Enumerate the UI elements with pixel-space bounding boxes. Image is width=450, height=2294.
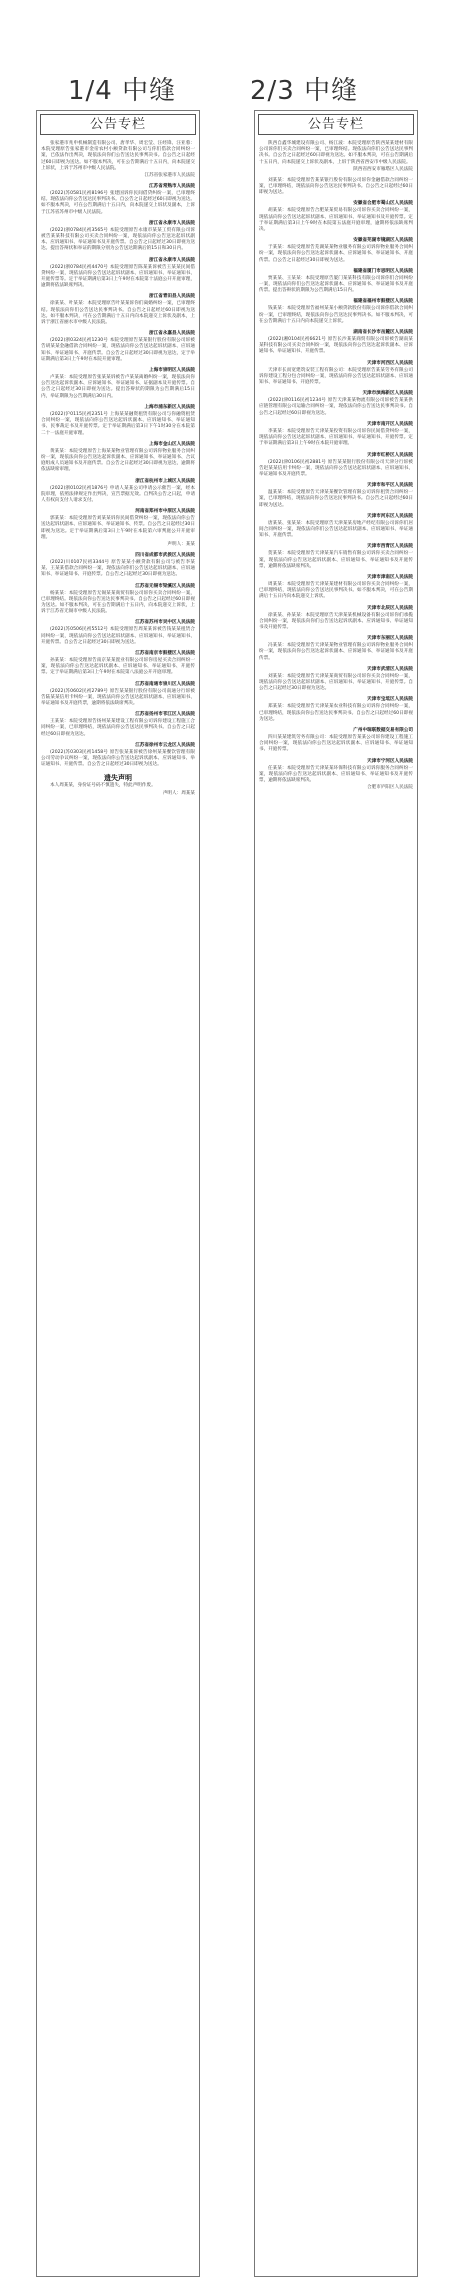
column-label-right: 2/3 中缝 bbox=[250, 76, 359, 106]
notice-list bbox=[255, 141, 417, 791]
notice-item bbox=[41, 331, 195, 363]
notice-item bbox=[259, 636, 413, 662]
notice-text: (2022)浙0324民初1230号 本院受理原告某某银行股份有限公司诉被告胡某某金融借款合同纠纷一案，现依法向你公告送达起诉状副本、应诉通知书、举证通知书、开庭传票。自公告之日起经过30日即视为送达，定于举证期满后第3日上午9时在本院开庭审理。 bbox=[41, 338, 195, 362]
notice-text: 李某某：本院受理原告天津某某投资有限公司诉你民间借贷纠纷一案，现依法向你公告送达起诉状副本、应诉通知书、举证通知书、开庭传票。定于举证期满后第3日上午9时在本院开庭审理。 bbox=[259, 428, 413, 447]
notice-court: 江苏省常熟市人民法院 bbox=[149, 184, 195, 190]
notice-text: 黄某某：本院受理原告上海某某物业管理有限公司诉你物业服务合同纠纷一案，现依法向你公告送达起诉状副本、应诉通知书、举证通知书、合议庭组成人员通知书及开庭传票。自公告之日起经过30日即视为送达，逾期将依法缺席审理。 bbox=[41, 448, 195, 473]
notice-court: 天津市宝坻区人民法院 bbox=[367, 697, 413, 703]
notice-text: 于某某：本院受理原告芜湖某某物业服务有限公司诉你物业服务合同纠纷一案，现依法向你公告送达起诉状副本、应诉通知书、举证通知书、开庭传票。自公告之日起经过30日即视为送达。 bbox=[259, 245, 413, 263]
notice-item bbox=[259, 238, 413, 264]
notice-item bbox=[259, 141, 413, 173]
notice-court: 四川省成都市武侯区人民法院 bbox=[135, 552, 195, 558]
notice-court: 安徽省芜湖市镜湖区人民法院 bbox=[353, 238, 413, 244]
notice-court: 天津市滨海新区人民法院 bbox=[362, 391, 413, 397]
notice-text: 卢某某：本院受理原告张某某诉被告卢某某离婚纠纷一案，现依法向你公告送达起诉状副本、应诉通知书、举证通知书、证据副本及开庭传票。自公告之日起经过30日即视为送达。提出答辩状的期限为公告期满后15日内，举证期限为公告期满后30日内。 bbox=[41, 375, 195, 399]
notice-court: 天津市武清区人民法院 bbox=[367, 666, 413, 672]
notice-item bbox=[259, 391, 413, 417]
notice-court: 广州中瑞联数据交易有限公司 bbox=[353, 727, 413, 733]
notice-court: 上海市金山区人民法院 bbox=[149, 441, 195, 447]
notice-text: (2022)浙0784民初4470号 本院受理原告陈某某诉被告王某某民间借贷纠纷一案，现依法向你公告送达起诉状副本、应诉通知书、举证通知书、开庭传票等。定于举证期满后第3日上午9时在本院第十法庭公开开庭审理，逾期将依法缺席判决。 bbox=[41, 264, 195, 289]
notice-court: 天津市河西区人民法院 bbox=[367, 360, 413, 366]
notice-court: 湖南省长沙市岳麓区人民法院 bbox=[353, 330, 413, 336]
notice-item bbox=[259, 330, 413, 356]
notice-court: 浙江省青田县人民法院 bbox=[149, 294, 195, 300]
notice-item bbox=[259, 514, 413, 540]
notice-court: 天津市河东区人民法院 bbox=[367, 513, 413, 519]
notice-court: 天津市北辰区人民法院 bbox=[367, 605, 413, 611]
lost-notice-text: 本人周某某，身份证号码不慎遗失，特此声明作废。 bbox=[50, 783, 156, 789]
notice-item bbox=[41, 682, 195, 708]
notice-item bbox=[41, 553, 195, 579]
notice-item bbox=[259, 361, 413, 387]
notice-text: 胡某某：本院受理原告合肥某某贸易有限公司诉你买卖合同纠纷一案，现依法向你公告送达起诉状副本、应诉通知书、举证通知书及开庭传票。定于举证期满后第3日上午9时在本院第五法庭开庭审理，逾期将依法缺席判决。 bbox=[259, 208, 413, 233]
notice-item bbox=[41, 620, 195, 646]
notice-text: 贾某某、王某某：本院受理原告厦门某某科技有限公司诉你们合同纠纷一案，现依法向你们公告送达起诉状副本、应诉通知书、举证通知书及开庭传票。提出答辩状的期限为公告期满后15日内。 bbox=[259, 275, 413, 294]
notice-text: 温某某：本院受理原告天津某某餐饮管理有限公司诉你租赁合同纠纷一案，已审理终结，现依法向你公告送达民事判决书。自公告之日起经过60日即视为送达。 bbox=[259, 490, 413, 508]
notice-court: 浙江省杭州市上城区人民法院 bbox=[135, 478, 195, 484]
notice-item bbox=[259, 269, 413, 295]
notice-court: 天津市东丽区人民法院 bbox=[367, 636, 413, 642]
notice-item bbox=[259, 178, 413, 197]
notice-court: 天津市西青区人民法院 bbox=[367, 544, 413, 550]
notice-court: 安徽省合肥市蜀山区人民法院 bbox=[353, 201, 413, 207]
notice-item bbox=[259, 422, 413, 448]
notice-item bbox=[41, 712, 195, 738]
notice-court: 天津市津南区人民法院 bbox=[367, 574, 413, 580]
column-header: 公告专栏 bbox=[40, 114, 196, 135]
notice-text: (2022)苏0602民初2789号 原告某某银行股份有限公司南通分行诉被告陆某某信用卡纠纷一案，现依法向你公告送达起诉状副本、应诉通知书、举证通知书及开庭传票，逾期将依法缺席判决。 bbox=[41, 688, 195, 706]
notice-item bbox=[41, 743, 195, 769]
notice-item bbox=[41, 405, 195, 437]
notice-item bbox=[41, 184, 195, 216]
notice-item bbox=[41, 294, 195, 326]
notice-item bbox=[259, 606, 413, 632]
notice-item bbox=[259, 544, 413, 570]
notice-list bbox=[37, 141, 199, 768]
notice-text: 周某某：本院受理原告天津某某建材有限公司诉你买卖合同纠纷一案，已审理终结，现依法向你公告送达民事判决书。如不服本判决，可在公告期满后十五日内向本院递交上诉状。 bbox=[259, 581, 413, 600]
notice-court: 天津市南开区人民法院 bbox=[367, 421, 413, 427]
notice-court: 天津市宁河区人民法院 bbox=[367, 758, 413, 764]
notice-text: 孙某某：本院受理原告南京某某置业有限公司诉你房屋买卖合同纠纷一案，现依法向你公告送达起诉状副本、应诉通知书、举证通知书、开庭传票。定于举证期满后第3日上午9时在本院第八法庭公开开庭审理。 bbox=[41, 657, 195, 676]
notice-court: 江苏省南京市鼓楼区人民法院 bbox=[135, 650, 195, 656]
notice-text: 王某某：本院受理原告扬州某某建设工程有限公司诉你建设工程施工合同纠纷一案，已审理终结，现依法向你公告送达民事判决书。自公告之日起经过60日即视为送达。 bbox=[41, 719, 195, 737]
notice-text: (2022)沪0115民初2351号 上海某某融资租赁有限公司与你融资租赁合同纠纷一案，现依法向你公告送达起诉状副本、应诉通知书、举证通知书、民事裁定书及开庭传票。定于举证期满后第3日下午1时30分在本院第二十一法庭开庭审理。 bbox=[41, 411, 195, 436]
notice-text: (2022)津0106民初2881号 原告某某银行股份有限公司天津分行诉被告赵某某信用卡纠纷一案，现依法向你公告送达起诉状副本、应诉通知书、举证通知书及开庭传票。 bbox=[259, 459, 413, 477]
notice-text: 徐某某、孙某某：本院受理原告天津某某机械设备有限公司诉你们承揽合同纠纷一案，现依法向你们公告送达起诉状副本、应诉通知书、举证通知书及开庭传票。 bbox=[259, 612, 413, 630]
notice-text: 刘某某：本院受理原告天津某某商贸有限公司诉你买卖合同纠纷一案，现依法向你公告送达起诉状副本、应诉通知书、举证通知书、开庭传票。自公告之日起经过30日即视为送达。 bbox=[259, 673, 413, 692]
notice-item bbox=[259, 453, 413, 479]
notice-court: 福建省福州市鼓楼区人民法院 bbox=[353, 299, 413, 305]
notice-court: 江苏省苏州市吴中区人民法院 bbox=[135, 620, 195, 626]
notice-item bbox=[259, 728, 413, 754]
notice-item bbox=[259, 299, 413, 325]
notice-text: (2022)湘0104民初6621号 原告长沙某某商贸有限公司诉被告湖南某某科技有限公司买卖合同纠纷一案，现依法向你公告送达起诉状副本、应诉通知书、举证通知书、开庭传票。 bbox=[259, 337, 413, 355]
notice-item bbox=[259, 201, 413, 233]
notice-text: (2022)津0116民初1234号 原告天津某某物流有限公司诉被告某某供应链管理有限公司运输合同纠纷一案，现依法向你公告送达民事判决书。自公告之日起经过60日即视为送达。 bbox=[259, 398, 413, 416]
notice-item bbox=[259, 697, 413, 723]
notice-item bbox=[259, 759, 413, 792]
notice-court: 浙江省永嘉县人民法院 bbox=[149, 331, 195, 337]
notice-item bbox=[41, 584, 195, 616]
notice-text: 徐某某、叶某某：本院受理原告叶某某诉你们离婚纠纷一案，已审理终结。现依法向你们公告送达民事判决书。自公告之日起经过60日即视为送达。如不服本判决，可在公告期满后十五日内向本院递交上诉状及副本，上诉于浙江省丽水市中级人民法院。 bbox=[41, 301, 195, 326]
notice-text: 四川某某建筑劳务有限公司：本院受理原告某某公司诉你建设工程施工合同纠纷一案，现依法向你公告送达起诉状副本、应诉通知书、举证通知书、开庭传票。 bbox=[259, 734, 413, 753]
notice-court: 河南省郑州市中原区人民法院 bbox=[135, 509, 195, 515]
notice-item bbox=[259, 483, 413, 509]
lost-notice-title: 遗失声明 bbox=[104, 774, 132, 783]
notice-text: 郑某某：本院受理原告天津某某农业科技有限公司诉你合同纠纷一案，已审理终结，现依法向你公告送达民事判决书。自公告之日起经过60日即视为送达。 bbox=[259, 704, 413, 722]
notice-item bbox=[41, 479, 195, 505]
notice-court: 江苏省无锡市梁溪区人民法院 bbox=[135, 583, 195, 589]
notice-text: 刘某某：本院受理原告某某银行股份有限公司诉你金融借款合同纠纷一案，已审理终结，现依法向你公告送达民事判决书。自公告之日起经过60日即视为送达。 bbox=[259, 177, 413, 196]
notice-court: 江苏省徐州市云龙区人民法院 bbox=[135, 742, 195, 748]
notice-signature: 陕西省西安市雁塔区人民法院 bbox=[353, 166, 413, 172]
notice-text: (2022)苏0581民初8196号 张建国诉你民间借贷纠纷一案，已审理终结。现依法向你公告送达民事判决书。自公告之日起经过60日即视为送达。如不服本判决，可在公告期满后十五日内，向本院递交上诉状及副本，上诉于江苏省苏州市中级人民法院。 bbox=[41, 191, 195, 215]
column-header: 公告专栏 bbox=[258, 114, 414, 135]
notice-text: (2022)苏0303民初1458号 原告张某某诉被告徐州某某餐饮管理有限公司劳动争议纠纷一案，现依法向你公告送达起诉状副本、应诉通知书、举证通知书、开庭传票。自公告之日起经过30日即视为送达。 bbox=[41, 749, 195, 768]
notice-item bbox=[259, 667, 413, 693]
notice-text: 杨某某：本院受理原告无锡某某商贸有限公司诉你买卖合同纠纷一案，已审理终结。现依法向你公告送达民事判决书。自公告之日起经过60日即视为送达。如不服本判决，可在公告期满后十五日内，向本院递交上诉状，上诉于江苏省无锡市中级人民法院。 bbox=[41, 590, 195, 615]
notice-court: 福建省厦门市思明区人民法院 bbox=[353, 268, 413, 274]
notice-text: (2022)川0107民初3344号 原告某某小额贷款有限公司与被告李某某、王某某借款合同纠纷一案，现依法向你们公告送达起诉状副本、应诉通知书、举证通知书、开庭传票。自公告之日起经过30日即视为送达。 bbox=[41, 559, 195, 578]
notice-court: 上海市浦东新区人民法院 bbox=[144, 404, 195, 410]
notice-court: 上海市崇明区人民法院 bbox=[149, 368, 195, 374]
notice-item bbox=[259, 575, 413, 601]
column-label-left: 1/4 中缝 bbox=[68, 76, 177, 106]
notice-item bbox=[41, 221, 195, 253]
notice-text: 唐某某、张某某：本院受理原告天津某某房地产经纪有限公司诉你们居间合同纠纷一案，现依法向你们公告送达起诉状副本、应诉通知书、举证通知书、开庭传票。 bbox=[259, 520, 413, 539]
notice-text: 陕西自鑫华城建设有限公司、杨江波：本院受理原告陕西某某建材有限公司诉你们买卖合同纠纷一案，已审理终结。现依法向你们公告送达民事判决书。自公告之日起经过60日即视为送达。如不服本判决，可在公告期满后十五日内，向本院递交上诉状及副本，上诉于陕西省西安市中级人民法院。 bbox=[259, 141, 413, 165]
notice-text: 郭某某：本院受理原告刘某某诉你民间借贷纠纷一案，现依法向你公告送达起诉状副本、应诉通知书、举证通知书、传票。自公告之日起经过30日即视为送达。定于举证期满后第3日上午9时在本院第六审判庭公开开庭审理。 bbox=[41, 516, 195, 540]
notice-signature: 江苏省张家港市人民法院 bbox=[144, 173, 195, 179]
notice-court: 江苏省扬州市邗江区人民法院 bbox=[135, 712, 195, 718]
notice-text: (2022)浙0784民初3565号 本院受理原告永康市某某工贸有限公司诉被告某某科技有限公司买卖合同纠纷一案，现依法向你公告送达起诉状副本、应诉通知书、举证通知书及开庭传票。自公告之日起经过30日即视为送达。提出答辩状和举证的期限分别为公告送达期满后的15日和30日内。 bbox=[41, 227, 195, 252]
notice-text: 任某某：本院受理原告天津某某环保科技有限公司诉你服务合同纠纷一案，现依法向你公告送达起诉状副本、应诉通知书、举证通知书及开庭传票，逾期将依法缺席判决。 bbox=[259, 765, 413, 783]
notice-court: 浙江省永康市人民法院 bbox=[149, 257, 195, 263]
notice-item bbox=[41, 509, 195, 548]
notice-text: 天津市长而宽建筑安装工程有限公司：本院受理原告某某劳务有限公司诉你建设工程分包合同纠纷一案，现依法向你公告送达起诉状副本、应诉通知书、举证通知书、开庭传票。 bbox=[259, 367, 413, 386]
notice-court: 江苏省南通市崇川区人民法院 bbox=[135, 681, 195, 687]
lost-notice-signature: 声明人：周某某 bbox=[162, 790, 195, 796]
notice-court: 天津市和平区人民法院 bbox=[367, 483, 413, 489]
notice-court: 天津市红桥区人民法院 bbox=[367, 452, 413, 458]
notice-signature: 合肥市庐阳区人民法院 bbox=[367, 785, 413, 791]
notice-item bbox=[41, 368, 195, 400]
notice-item bbox=[41, 651, 195, 677]
notice-column-left bbox=[36, 110, 200, 2277]
notice-text: 贺某某：本院受理原告天津某某汽车销售有限公司诉你买卖合同纠纷一案，现依法向你公告送达起诉状副本、应诉通知书、举证通知书及开庭传票，逾期将依法缺席判决。 bbox=[259, 551, 413, 569]
notice-column-right bbox=[254, 110, 418, 2277]
notice-text: 张家港市兆申机械制造有限公司、唐孝华、周宏莹、汪经锋、汪亚蓉：本院受理原告张家港市金帝农村小额贷款有限公司与你们借款合同纠纷一案，已依法作出判决，现依法向你们公告送达民事判决书。自公告之日起经过60日即视为送达。如不服本判决，可在公告期满后十五日内，向本院递交上诉状，上诉于苏州市中级人民法院。 bbox=[41, 141, 195, 171]
notice-text: (2022)苏0506民初5512号 本院受理原告周某某诉被告钱某某租赁合同纠纷一案，现依法向你公告送达起诉状副本、应诉通知书、举证通知书、开庭传票。自公告之日起经过30日即视为送达。 bbox=[41, 627, 195, 645]
notice-signature: 声明人：某某 bbox=[167, 541, 195, 547]
lost-notice bbox=[41, 773, 195, 796]
notice-text: 冯某某：本院受理原告天津某某物业管理有限公司诉你物业服务合同纠纷一案，现依法向你公告送达起诉状副本、应诉通知书、举证通知书及开庭传票。 bbox=[259, 643, 413, 661]
notice-text: (2022)浙0102民初1876号 申请人某某公司申请公示催告一案，经本院审理，依照法律规定作出判决，宣告票据无效。自判决公告之日起，申请人有权向支付人请求支付。 bbox=[41, 485, 195, 503]
notice-item bbox=[41, 141, 195, 179]
notice-court: 浙江省永康市人民法院 bbox=[149, 220, 195, 226]
notice-text: 钱某某：本院受理原告福州某某小额贷款股份有限公司诉你借款合同纠纷一案，已审理终结，现依法向你公告送达民事判决书。如不服本判决，可在公告期满后十五日内向本院递交上诉状。 bbox=[259, 306, 413, 324]
notice-item bbox=[41, 442, 195, 474]
notice-item bbox=[41, 258, 195, 290]
